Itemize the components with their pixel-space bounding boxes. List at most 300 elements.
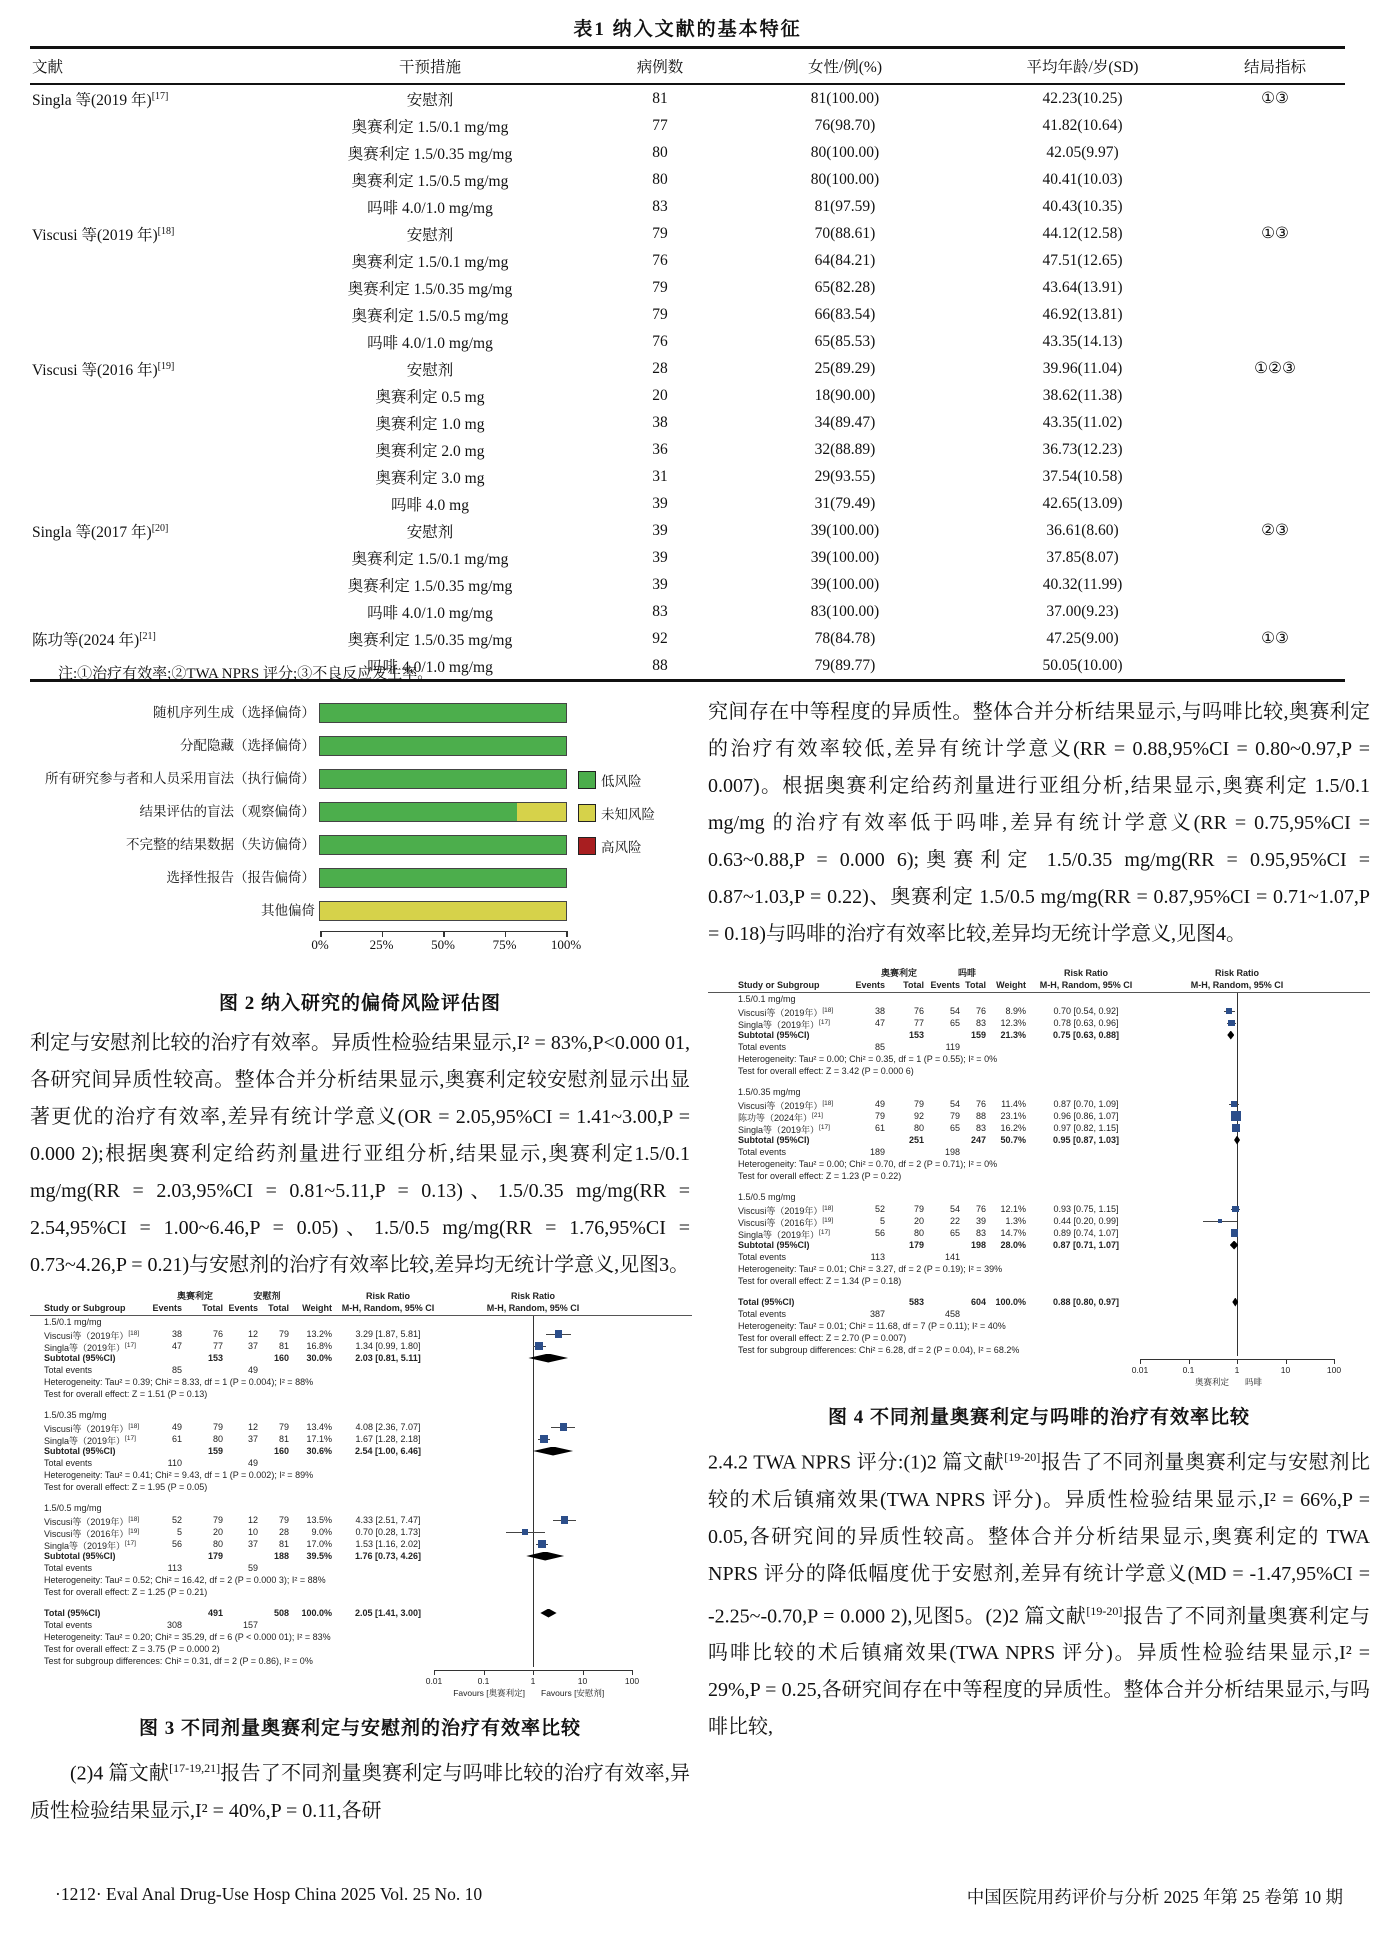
text-segment: 利定与安慰剂比较的治疗有效率。异质性检验结果显示,I² = 83%,P<0.000 01,各研究间异质性较高。整体合并分析结果显示,奥赛利定较安慰剂显示出显著更优的治疗有效率,差异有统计学意义(OR = 2.05,95%CI = 1.41~3.00,P = 0.000 2);根据奥赛利定给药剂量进行亚组分析,结果显示,奥赛利定1.5/0.1 mg/mg(RR = 2.03,95%CI = 0.81~5.11,P = 0.13)、1.5/0.35 mg/mg(RR = 2.54,95%CI = 1.00~6.46,P = 0.05)、1.5/0.5 mg/mg(RR = 1.76,95%CI = 0.73~4.26,P = 0.21)与安慰剂的治疗有效率比较,差异均无统计学意义,见图3。 bbox=[30, 1032, 690, 1276]
study-ref: [18] bbox=[822, 1007, 834, 1014]
table-row bbox=[30, 598, 1345, 625]
cell-female: 39(100.00) bbox=[810, 575, 880, 593]
forest-row-subhead bbox=[30, 1409, 692, 1421]
forest-cell: Test for overall effect: Z = 1.51 (P = 0.13) bbox=[44, 1389, 208, 1399]
axis-tick-label: 10 bbox=[577, 1676, 588, 1686]
cell-study bbox=[30, 625, 270, 652]
forest-cell: 49 bbox=[247, 1365, 258, 1375]
forest-row-note bbox=[708, 1344, 1370, 1356]
bias-segment-low bbox=[320, 836, 566, 854]
study-name: Total events bbox=[738, 1252, 787, 1262]
study-name: Viscusi等（2016年） bbox=[44, 1529, 129, 1539]
bias-segment-unclear bbox=[320, 902, 566, 920]
effect-marker bbox=[555, 1330, 562, 1337]
cell-intervention: 吗啡 4.0/1.0 mg/mg bbox=[367, 334, 493, 352]
cell-female: 81(100.00) bbox=[810, 89, 880, 107]
cell-n: 28 bbox=[652, 359, 668, 377]
study-name: Total events bbox=[738, 1309, 787, 1319]
forest-row-study bbox=[30, 1433, 692, 1445]
forest-cell: 12 bbox=[247, 1515, 258, 1525]
forest-cell: 0.89 [0.74, 1.07] bbox=[1053, 1228, 1119, 1238]
forest-cell: 76 bbox=[212, 1329, 223, 1339]
forest-row-subtotal bbox=[30, 1550, 692, 1562]
forest-cell: Risk Ratio bbox=[510, 1291, 555, 1301]
forest-gap bbox=[30, 1493, 692, 1502]
forest-cell: 20 bbox=[212, 1527, 223, 1537]
cell-female: 64(84.21) bbox=[814, 251, 876, 269]
forest-cell: 1.76 [0.73, 4.26] bbox=[354, 1551, 422, 1561]
study-name: Total (95%CI) bbox=[44, 1608, 101, 1618]
cell-female: 66(83.54) bbox=[814, 305, 876, 323]
cell-study bbox=[30, 598, 270, 625]
forest-cell: 79 bbox=[212, 1515, 223, 1525]
forest-row-study bbox=[708, 1122, 1370, 1134]
forest-cell: Total bbox=[965, 980, 986, 990]
table-row bbox=[30, 247, 1345, 274]
forest-cell: 14.7% bbox=[1000, 1228, 1026, 1238]
cell-intervention: 奥赛利定 1.5/0.35 mg/mg bbox=[347, 577, 513, 595]
cell-n: 39 bbox=[652, 494, 668, 512]
forest-cell: 604 bbox=[970, 1297, 986, 1307]
forest-cell: 2.03 [0.81, 5.11] bbox=[355, 1353, 421, 1363]
bias-x-axis bbox=[311, 927, 582, 953]
cell-study bbox=[30, 463, 270, 490]
study-name: Total events bbox=[44, 1458, 93, 1468]
cell-age: 47.51(12.65) bbox=[1042, 251, 1123, 269]
forest-cell: 141 bbox=[944, 1252, 960, 1262]
forest-row-subtotal bbox=[708, 1029, 1370, 1041]
cell-intervention: 奥赛利定 1.5/0.1 mg/mg bbox=[351, 118, 509, 136]
forest-cell: 77 bbox=[913, 1018, 924, 1028]
cell-female: 76(98.70) bbox=[814, 116, 876, 134]
bias-row-label: 其他偏倚 bbox=[261, 903, 315, 918]
forest-row-study bbox=[708, 1203, 1370, 1215]
forest-cell: Heterogeneity: Tau² = 0.01; Chi² = 3.27, df = 2 (P = 0.19); I² = 39% bbox=[738, 1264, 1003, 1274]
axis-tick-label: 100% bbox=[550, 937, 582, 952]
forest-cell: 61 bbox=[874, 1123, 885, 1133]
forest-cell: 47 bbox=[171, 1341, 182, 1351]
forest-cell: Heterogeneity: Tau² = 0.00; Chi² = 0.35, df = 1 (P = 0.55); I² = 0% bbox=[738, 1054, 998, 1064]
cell-intervention: 安慰剂 bbox=[406, 226, 454, 244]
cell-study bbox=[30, 355, 270, 382]
forest-cell: 54 bbox=[949, 1006, 960, 1016]
cell-intervention: 奥赛利定 1.5/0.5 mg/mg bbox=[351, 307, 509, 325]
study-ref: [21] bbox=[139, 630, 156, 642]
cell-outcomes bbox=[1205, 436, 1345, 463]
left-paragraph-2 bbox=[30, 1750, 690, 1830]
forest-cell: 81 bbox=[278, 1341, 289, 1351]
forest-row-subhead bbox=[708, 1191, 1370, 1203]
page-footer-left: ·1212· Eval Anal Drug-Use Hosp China 2025 Vol. 25 No. 10 bbox=[55, 1884, 483, 1904]
study-name: Total events bbox=[44, 1620, 93, 1630]
legend-swatch bbox=[578, 804, 596, 822]
forest-cell: 61 bbox=[171, 1434, 182, 1444]
forest-row-note bbox=[708, 1170, 1370, 1182]
citation-ref: [19-20] bbox=[1004, 1450, 1041, 1464]
forest-row-note bbox=[708, 1158, 1370, 1170]
axis-tick-label: 0.1 bbox=[1182, 1365, 1195, 1375]
bias-bar bbox=[320, 737, 566, 755]
cell-female: 65(82.28) bbox=[814, 278, 876, 296]
forest-row-study bbox=[30, 1340, 692, 1352]
forest-cell: 10 bbox=[247, 1527, 258, 1537]
effect-marker bbox=[560, 1423, 567, 1430]
forest-cell: M-H, Random, 95% CI bbox=[341, 1303, 435, 1313]
table1 bbox=[30, 46, 1345, 682]
forest-cell: 79 bbox=[913, 1099, 924, 1109]
cell-female: 18(90.00) bbox=[814, 386, 876, 404]
forest-row-study bbox=[30, 1328, 692, 1340]
forest-row-note bbox=[30, 1574, 692, 1586]
forest-row-total bbox=[708, 1296, 1370, 1308]
cell-study bbox=[30, 84, 270, 112]
forest-cell: 198 bbox=[944, 1147, 960, 1157]
forest-study-label bbox=[738, 1296, 794, 1308]
study-name: Subtotal (95%CI) bbox=[44, 1551, 116, 1561]
forest-study-label bbox=[44, 1409, 107, 1421]
cell-female: 32(88.89) bbox=[814, 440, 876, 458]
effect-marker bbox=[561, 1516, 568, 1523]
cell-n: 36 bbox=[652, 440, 668, 458]
forest-cell: 110 bbox=[167, 1458, 182, 1468]
forest-cell: 76 bbox=[975, 1099, 986, 1109]
study-ref: [18] bbox=[157, 225, 175, 237]
forest-cell: Total bbox=[202, 1303, 223, 1313]
cell-female: 80(100.00) bbox=[810, 170, 880, 188]
forest-cell: 458 bbox=[944, 1309, 960, 1319]
cell-study bbox=[30, 409, 270, 436]
forest-cell: 387 bbox=[869, 1309, 885, 1319]
forest-row-note bbox=[708, 1332, 1370, 1344]
legend-swatch bbox=[578, 771, 596, 789]
cell-study bbox=[30, 274, 270, 301]
forest-study-label bbox=[44, 1445, 116, 1457]
study-ref: [17] bbox=[819, 1019, 830, 1026]
cell-outcomes bbox=[1205, 544, 1345, 571]
study-name: Total events bbox=[738, 1042, 787, 1052]
cell-n: 79 bbox=[652, 305, 668, 323]
forest-header-groups bbox=[708, 967, 1370, 979]
table1-title: 表1 纳入文献的基本特征 bbox=[573, 19, 802, 40]
cell-intervention: 奥赛利定 3.0 mg bbox=[375, 469, 485, 487]
forest-row-note bbox=[30, 1655, 692, 1667]
effect-marker bbox=[1232, 1206, 1239, 1213]
axis-tick-label: 10 bbox=[1280, 1365, 1291, 1375]
forest-cell: 160 bbox=[273, 1446, 289, 1456]
cell-age: 40.32(11.99) bbox=[1042, 575, 1123, 593]
cell-outcomes: ①③ bbox=[1261, 90, 1289, 107]
study-name: Total (95%CI) bbox=[738, 1297, 795, 1307]
cell-outcomes: ①③ bbox=[1261, 630, 1289, 647]
legend-item bbox=[578, 803, 655, 821]
table-row bbox=[30, 220, 1345, 247]
study-name: Total events bbox=[44, 1563, 93, 1573]
forest-cell: 179 bbox=[207, 1551, 223, 1561]
study-ref: [21] bbox=[812, 1112, 823, 1119]
forest-cell: 79 bbox=[278, 1515, 289, 1525]
text-segment: 报告了不同剂量奥赛利定与吗啡比较的术后镇痛效果(TWA NPRS 评分)。异质性检验结果显示,I² = 29%,P = 0.25,各研究间存在中等程度的异质性。整体合并分析结果显示,与吗啡比较, bbox=[708, 1605, 1370, 1739]
forest-cell: 92 bbox=[913, 1111, 924, 1121]
forest-cell: 65 bbox=[949, 1123, 960, 1133]
forest-cell: 0.97 [0.82, 1.15] bbox=[1053, 1123, 1119, 1133]
table1-note: 注:①治疗有效率;②TWA NPRS 评分;③不良反应发生率。 bbox=[58, 666, 433, 682]
cell-age: 47.25(9.00) bbox=[1046, 629, 1119, 647]
study-ref: [18] bbox=[128, 1423, 140, 1430]
forest-cell: M-H, Random, 95% CI bbox=[1190, 980, 1284, 990]
cell-study bbox=[30, 382, 270, 409]
forest-cell: 80 bbox=[913, 1123, 924, 1133]
bias-row-label: 不完整的结果数据（失访偏倚） bbox=[126, 837, 315, 852]
cell-outcomes bbox=[1205, 409, 1345, 436]
forest-row-events bbox=[30, 1619, 692, 1631]
cell-female: 70(88.61) bbox=[814, 224, 876, 242]
forest-cell: 65 bbox=[949, 1018, 960, 1028]
cell-n: 79 bbox=[652, 278, 668, 296]
cell-outcomes: ②③ bbox=[1261, 522, 1289, 539]
axis-tick-label: 75% bbox=[492, 937, 517, 952]
table-row bbox=[30, 301, 1345, 328]
forest-cell: 37 bbox=[247, 1434, 258, 1444]
forest-gap bbox=[30, 1400, 692, 1409]
cell-female: 31(79.49) bbox=[814, 494, 876, 512]
cell-n: 80 bbox=[652, 143, 668, 161]
figure3-caption: 图 3 不同剂量奥赛利定与安慰剂的治疗有效率比较 bbox=[138, 1718, 581, 1739]
cell-female: 81(97.59) bbox=[814, 197, 876, 215]
forest-cell: 79 bbox=[278, 1422, 289, 1432]
study-ref: [18] bbox=[822, 1205, 834, 1212]
cell-age: 39.96(11.04) bbox=[1042, 359, 1123, 377]
forest-cell: Heterogeneity: Tau² = 0.00; Chi² = 0.70, df = 2 (P = 0.71); I² = 0% bbox=[738, 1159, 998, 1169]
cell-outcomes bbox=[1205, 652, 1345, 681]
forest-cell: 吗啡 bbox=[957, 968, 976, 978]
study-name: 1.5/0.5 mg/mg bbox=[44, 1503, 102, 1513]
bias-segment-unclear bbox=[517, 803, 566, 821]
forest-cell: 1.67 [1.28, 2.18] bbox=[355, 1434, 421, 1444]
study-name: Singla 等(2019 年) bbox=[32, 91, 152, 109]
figure4-caption: 图 4 不同剂量奥赛利定与吗啡的治疗有效率比较 bbox=[827, 1407, 1250, 1428]
forest-cell: 0.87 [0.71, 1.07] bbox=[1052, 1240, 1120, 1250]
table-row bbox=[30, 166, 1345, 193]
forest-cell: 1.34 [0.99, 1.80] bbox=[355, 1341, 421, 1351]
forest-cell: Heterogeneity: Tau² = 0.39; Chi² = 8.33, df = 1 (P = 0.004); I² = 88% bbox=[44, 1377, 314, 1387]
study-ref: [18] bbox=[128, 1330, 140, 1337]
axis-tick-label: 100 bbox=[624, 1676, 640, 1686]
forest-cell: Weight bbox=[302, 1303, 332, 1313]
study-name: 陈功等(2024 年) bbox=[32, 631, 140, 649]
cell-age: 42.23(10.25) bbox=[1042, 89, 1123, 107]
cell-outcomes bbox=[1205, 274, 1345, 301]
forest-cell: 47 bbox=[874, 1018, 885, 1028]
forest-cell: 583 bbox=[908, 1297, 924, 1307]
forest-study-label bbox=[738, 1134, 810, 1146]
forest-cell: 38 bbox=[171, 1329, 182, 1339]
cell-female: 39(100.00) bbox=[810, 548, 880, 566]
cell-intervention: 奥赛利定 1.5/0.5 mg/mg bbox=[351, 172, 509, 190]
left-paragraph-1 bbox=[30, 1025, 690, 1284]
cell-age: 43.35(14.13) bbox=[1042, 332, 1123, 350]
study-name: 1.5/0.35 mg/mg bbox=[738, 1087, 801, 1097]
axis-tick-label: 0.01 bbox=[425, 1676, 443, 1686]
forest-cell: 79 bbox=[212, 1422, 223, 1432]
cell-outcomes bbox=[1205, 382, 1345, 409]
forest-cell: Test for overall effect: Z = 1.23 (P = 0.22) bbox=[738, 1171, 902, 1181]
table-row bbox=[30, 382, 1345, 409]
cell-outcomes bbox=[1205, 139, 1345, 166]
forest-body bbox=[708, 993, 1370, 1356]
cell-intervention: 吗啡 4.0 mg bbox=[391, 496, 469, 514]
cell-n: 38 bbox=[652, 413, 668, 431]
forest-cell: 119 bbox=[945, 1042, 960, 1052]
effect-marker bbox=[1228, 1020, 1235, 1027]
text-segment: (2)4 篇文献 bbox=[70, 1762, 170, 1785]
bias-segment-low bbox=[320, 737, 566, 755]
forest-row-note bbox=[30, 1481, 692, 1493]
forest-cell: 0.44 [0.20, 0.99] bbox=[1053, 1216, 1119, 1226]
table-row bbox=[30, 328, 1345, 355]
table1-header-row bbox=[30, 48, 1345, 85]
effect-marker bbox=[1231, 1229, 1239, 1237]
text-segment: 2.4.2 TWA NPRS 评分:(1)2 篇文献 bbox=[708, 1451, 1005, 1474]
forest-cell: 157 bbox=[242, 1620, 258, 1630]
forest-study-label bbox=[738, 1146, 786, 1158]
study-name: 陈功等（2024年） bbox=[738, 1113, 813, 1123]
forest-study-label bbox=[44, 1607, 100, 1619]
forest-cell: M-H, Random, 95% CI bbox=[486, 1303, 580, 1313]
forest-cell: Test for subgroup differences: Chi² = 0.31, df = 2 (P = 0.86), I² = 0% bbox=[44, 1656, 313, 1666]
effect-marker bbox=[1231, 1111, 1241, 1121]
forest-row-study bbox=[30, 1514, 692, 1526]
cell-age: 43.35(11.02) bbox=[1042, 413, 1123, 431]
study-name: Subtotal (95%CI) bbox=[44, 1446, 116, 1456]
forest-cell: 198 bbox=[970, 1240, 986, 1250]
forest-cell: 28.0% bbox=[1000, 1240, 1026, 1250]
forest-cell: 39.5% bbox=[306, 1551, 332, 1561]
forest-cell: Events bbox=[930, 980, 960, 990]
cell-age: 37.85(8.07) bbox=[1046, 548, 1119, 566]
study-ref: [17] bbox=[125, 1342, 136, 1349]
forest-cell: 100.0% bbox=[995, 1297, 1026, 1307]
axis-tick bbox=[533, 1670, 534, 1675]
cell-intervention: 奥赛利定 2.0 mg bbox=[375, 442, 485, 460]
left-column bbox=[30, 694, 690, 1830]
cell-n: 76 bbox=[652, 251, 668, 269]
forest-cell: 308 bbox=[166, 1620, 182, 1630]
forest-cell: 83 bbox=[975, 1123, 986, 1133]
forest-cell: Test for overall effect: Z = 1.95 (P = 0.05) bbox=[44, 1482, 208, 1492]
forest-cell: 3.29 [1.87, 5.81] bbox=[355, 1329, 421, 1339]
forest-row-study bbox=[30, 1538, 692, 1550]
cell-outcomes bbox=[1205, 193, 1345, 220]
cell-outcomes bbox=[1205, 112, 1345, 139]
forest-cell: 153 bbox=[908, 1030, 924, 1040]
forest-cell: 奥赛利定 bbox=[880, 968, 917, 978]
forest-cell: 81 bbox=[278, 1434, 289, 1444]
cell-outcomes: ①③ bbox=[1261, 225, 1289, 242]
axis-tick-label: 1 bbox=[1234, 1365, 1240, 1375]
forest-cell: Test for overall effect: Z = 3.42 (P = 0.000 6) bbox=[738, 1066, 914, 1076]
forest-cell: 5 bbox=[176, 1527, 182, 1537]
forest-cell: 0.95 [0.87, 1.03] bbox=[1052, 1135, 1120, 1145]
forest-cell: 12 bbox=[247, 1329, 258, 1339]
forest-cell: 179 bbox=[908, 1240, 924, 1250]
axis-vertical-line bbox=[533, 1316, 534, 1667]
cell-age: 36.61(8.60) bbox=[1046, 521, 1119, 539]
forest-cell: 491 bbox=[207, 1608, 223, 1618]
forest-cell: Heterogeneity: Tau² = 0.01; Chi² = 11.68, df = 7 (P = 0.11); I² = 40% bbox=[738, 1321, 1006, 1331]
legend-swatch bbox=[578, 837, 596, 855]
forest-row-study bbox=[708, 1098, 1370, 1110]
forest-study-label bbox=[44, 1550, 116, 1562]
study-name: Singla等（2019年） bbox=[44, 1343, 126, 1353]
cell-study bbox=[30, 139, 270, 166]
forest-cell: 0.75 [0.63, 0.88] bbox=[1052, 1030, 1120, 1040]
table-row bbox=[30, 544, 1345, 571]
study-ref: [20] bbox=[151, 522, 169, 534]
forest-row-note bbox=[30, 1388, 692, 1400]
forest-row-events bbox=[30, 1562, 692, 1574]
forest-row-events bbox=[30, 1364, 692, 1376]
forest-cell: 189 bbox=[869, 1147, 885, 1157]
forest-row-note bbox=[30, 1586, 692, 1598]
forest-cell: 59 bbox=[247, 1563, 258, 1573]
bias-row-label: 结果评估的盲法（观察偏倚） bbox=[139, 804, 315, 819]
forest-cell: 153 bbox=[207, 1353, 223, 1363]
forest-cell: 83 bbox=[975, 1228, 986, 1238]
forest-row-events bbox=[708, 1041, 1370, 1053]
effect-marker bbox=[540, 1435, 548, 1443]
forest-cell: 12 bbox=[247, 1422, 258, 1432]
effect-marker bbox=[1232, 1124, 1240, 1132]
axis-tick bbox=[1334, 1359, 1335, 1364]
text-segment: 报告了不同剂量奥赛利定与安慰剂比较的术后镇痛效果(TWA NPRS 评分)。异质性检验结果显示,I² = 66%,P = 0.05,各研究间的异质性较高。整体合并分析结果显示,奥赛利定的 TWA NPRS 评分的降低幅度优于安慰剂,差异有统计学意义(MD = -1.47,95%CI = -2.25~-0.70,P = 0.000 2),见图5。(2)2 篇文献 bbox=[708, 1451, 1370, 1628]
study-name: Viscusi等（2019年） bbox=[44, 1424, 129, 1434]
forest-cell: 88 bbox=[975, 1111, 986, 1121]
cell-study bbox=[30, 193, 270, 220]
forest-cell: 159 bbox=[970, 1030, 986, 1040]
study-ref: [17] bbox=[819, 1229, 830, 1236]
cell-intervention: 奥赛利定 0.5 mg bbox=[375, 388, 485, 406]
cell-female: 39(100.00) bbox=[810, 521, 880, 539]
forest-row-study bbox=[708, 1005, 1370, 1017]
axis-tick-label: 0.01 bbox=[1131, 1365, 1149, 1375]
bias-row bbox=[30, 902, 690, 920]
cell-study bbox=[30, 166, 270, 193]
forest-study-label bbox=[738, 1239, 810, 1251]
forest-row-subtotal bbox=[708, 1134, 1370, 1146]
forest-cell: 20 bbox=[913, 1216, 924, 1226]
cell-n: 20 bbox=[652, 386, 668, 404]
cell-female: 65(85.53) bbox=[814, 332, 876, 350]
forest-cell: Heterogeneity: Tau² = 0.20; Chi² = 35.29, df = 6 (P < 0.000 01); I² = 83% bbox=[44, 1632, 331, 1642]
cell-study bbox=[30, 436, 270, 463]
forest-cell: 5 bbox=[879, 1216, 885, 1226]
axis-tick bbox=[434, 1670, 435, 1675]
forest-cell: 77 bbox=[212, 1341, 223, 1351]
forest-cell: 4.08 [2.36, 7.07] bbox=[355, 1422, 421, 1432]
effect-marker bbox=[535, 1342, 543, 1350]
forest-cell: 13.4% bbox=[306, 1422, 332, 1432]
figure3-forest-plot bbox=[30, 1290, 692, 1701]
forest-cell: 4.33 [2.51, 7.47] bbox=[355, 1515, 421, 1525]
forest-cell: Risk Ratio bbox=[365, 1291, 410, 1301]
effect-marker bbox=[522, 1529, 528, 1535]
forest-cell: 13.2% bbox=[306, 1329, 332, 1339]
pooled-diamond bbox=[1234, 1136, 1240, 1145]
forest-study-label bbox=[738, 993, 796, 1005]
table-row bbox=[30, 490, 1345, 517]
forest-row-subtotal bbox=[30, 1445, 692, 1457]
forest-row-study bbox=[708, 1110, 1370, 1122]
